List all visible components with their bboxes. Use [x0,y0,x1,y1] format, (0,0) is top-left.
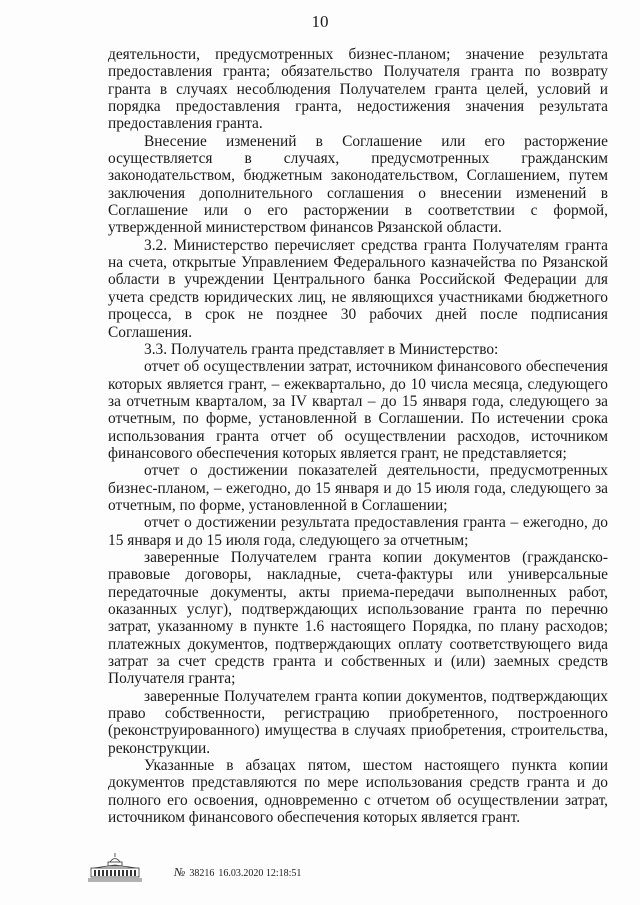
paragraph: отчет о достижении результата предоставления гранта – ежегодно, до 15 января и до 15 июля года, следующего за отчетным; [108,514,608,549]
page-number: 10 [311,12,329,31]
numero-sign: № [174,865,186,879]
paragraph: отчет о достижении показателей деятельности, предусмотренных бизнес-планом, – ежегодно, до 15 января и до 15 июля года, следующего за отчетным, по форме, установленной в Соглашении; [108,462,608,514]
paragraph: Указанные в абзацах пятом, шестом настоящего пункта копии документов представляются по мере использования средств гранта и до полного его освоения, одновременно с отчетом об осуществлении затрат, источником финансового обеспечения которых является грант. [108,757,608,827]
registration-footer [86,852,301,882]
paragraph: заверенные Получателем гранта копии документов, подтверждающих право собственности, регистрацию приобретенного, построенного (реконструированного) имущества в случаях приобретения, строительства, реконструкции. [108,687,608,757]
registration-datetime: 16.03.2020 12:18:51 [218,868,302,879]
paragraph: отчет об осуществлении затрат, источником финансового обеспечения которых является грант, – ежеквартально, до 10 числа месяца, следующего за отчетным кварталом, за IV квартал – до 15 января года, следующего за отчетным, по форме, установленной в Соглашении. По истечении срока использования гранта отчет об осуществлении расходов, источником финансового обеспечения которых является грант, не представляется; [108,358,608,462]
paragraph: заверенные Получателем гранта копии документов (гражданско-правовые договоры, накладные, счета-фактуры или универсальные передаточные документы, акты приема-передачи выполненных работ, оказанных услуг), подтверждающих использование гранта по перечню затрат, указанному в пункте 1.6 настоящего Порядка, по плану расходов; платежных документов, подтверждающих оплату соответствующего вида затрат за счет средств гранта и собственных и (или) заемных средств Получателя гранта; [108,548,608,688]
doc-number: 38216 [189,868,215,879]
paragraph: 3.3. Получатель гранта представляет в Министерство: [144,340,499,358]
registration-stamp [174,865,301,880]
paragraph: деятельности, предусмотренных бизнес-планом; значение результата предоставления гранта; обязательство Получателя гранта по возврату гранта в случаях несоблюдения Получателем гранта целей, условий и порядка предоставления гранта, недостижения значения результата предоставления гранта. [108,46,608,133]
paragraph: 3.2. Министерство перечисляет средства гранта Получателям гранта на счета, открытые Управлением Федерального казначейства по Рязанской области в учреждении Центрального банка Российской Федерации для учета средств юридических лиц, не являющихся участниками бюджетного процесса, в срок не позднее 30 рабочих дней после подписания Соглашения. [108,236,608,341]
building-emblem-icon [86,852,144,882]
paragraph: Внесение изменений в Соглашение или его расторжение осуществляется в случаях, предусмотренных гражданским законодательством, бюджетным законодательством, Соглашением, путем заключения дополнительного соглашения о внесении изменений в Соглашение или о его расторжении в соответствии с формой, утвержденной министерством финансов Рязанской области. [108,132,608,237]
document-body [108,46,608,826]
